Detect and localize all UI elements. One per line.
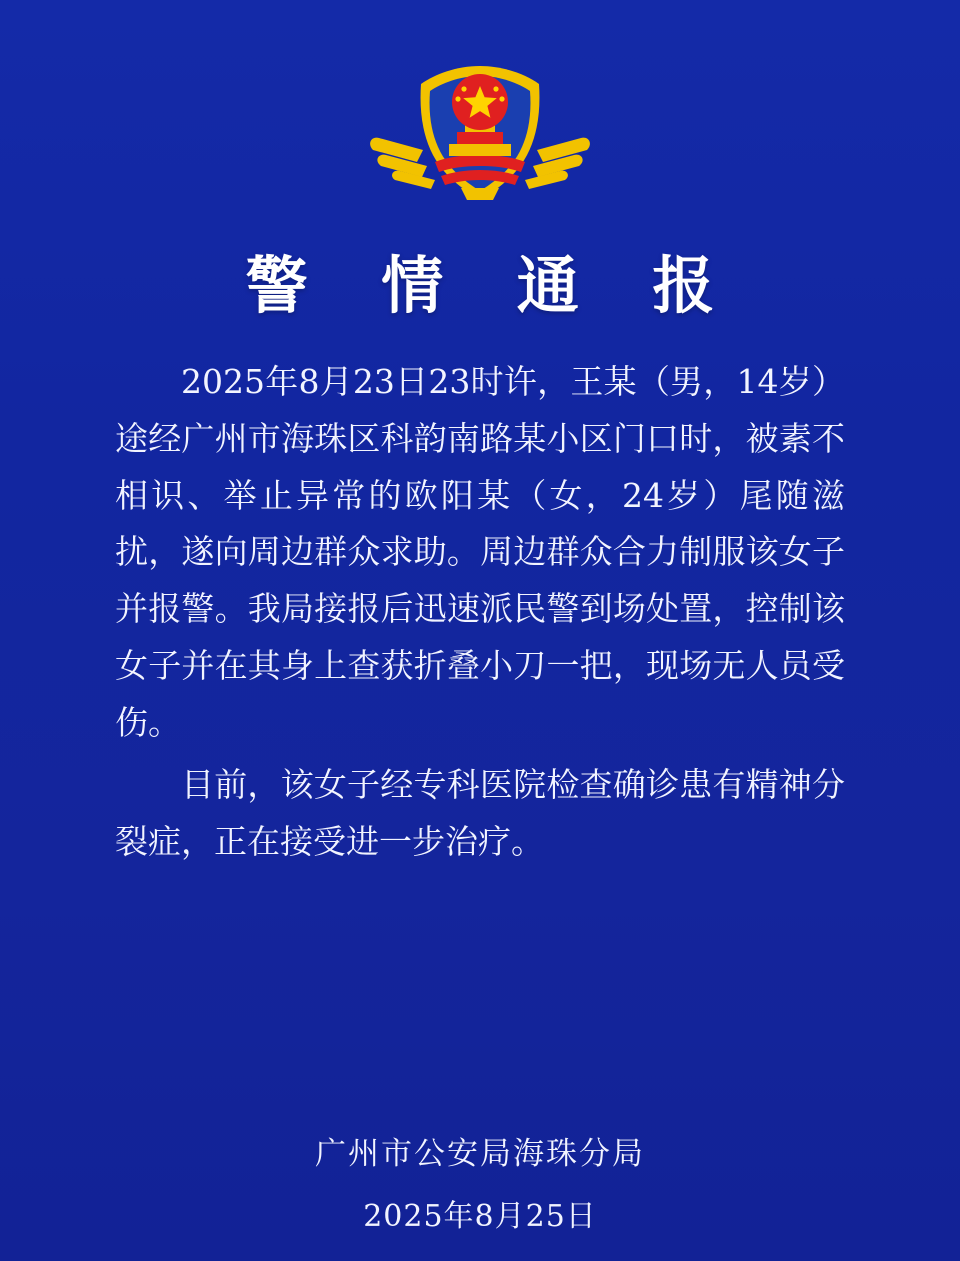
police-emblem xyxy=(365,58,595,218)
police-emblem-icon xyxy=(365,58,595,218)
page-title: 警 情 通 报 xyxy=(245,249,741,322)
issue-date: 2025年8月25日 xyxy=(363,1199,597,1234)
notice-footer xyxy=(0,1128,960,1235)
notice-paragraph-1: 2025年8月23日23时许，王某（男，14岁）途经广州市海珠区科韵南路某小区门口时，被素不相识、举止异常的欧阳某（女，24岁）尾随滋扰，遂向周边群众求助。周边群众合力制服该女子并报警。我局接报后迅速派民警到场处置，控制该女子并在其身上查获折叠小刀一把，现场无人员受伤。 xyxy=(115,362,845,742)
notice-paragraph-2: 目前，该女子经专科医院检查确诊患有精神分裂症，正在接受进一步治疗。 xyxy=(115,765,845,862)
issuing-organization: 广州市公安局海珠分局 xyxy=(315,1136,645,1172)
notice-body xyxy=(115,354,845,877)
